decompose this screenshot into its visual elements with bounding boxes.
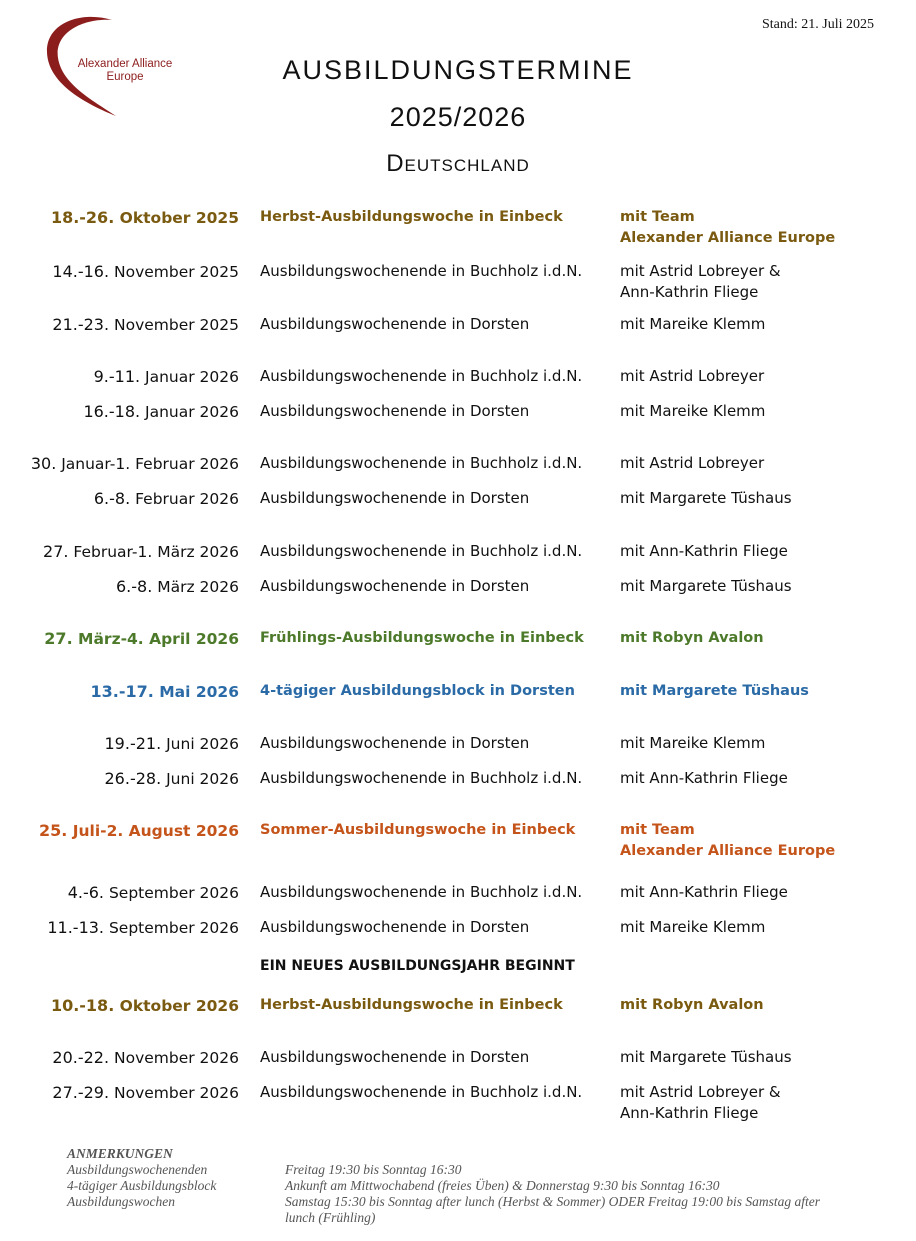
row-event: Ausbildungswochenende in Buchholz i.d.N. xyxy=(260,542,583,560)
row-trainer: mit Ann-Kathrin Fliege xyxy=(620,769,788,787)
row-date: 14.-16. November 2025 xyxy=(52,262,239,281)
row-date: 26.-28. Juni 2026 xyxy=(104,769,239,788)
row-event: Sommer-Ausbildungswoche in Einbeck xyxy=(260,822,576,838)
row-event: Ausbildungswochenende in Dorsten xyxy=(260,577,530,595)
row-trainer: mit Robyn Avalon xyxy=(620,630,764,646)
note-item xyxy=(67,1162,462,1178)
row-date: 18.-26. Oktober 2025 xyxy=(50,208,239,227)
row-event: Ausbildungswochenende in Dorsten xyxy=(260,489,530,507)
row-date: 30. Januar-1. Februar 2026 xyxy=(30,454,239,473)
note-value: Ankunft am Mittwochabend (freies Üben) & Donnerstag 9:30 bis Sonntag 16:30 xyxy=(285,1178,720,1193)
row-event: Ausbildungswochenende in Buchholz i.d.N. xyxy=(260,1083,583,1101)
row-trainer: mit Astrid Lobreyer & Ann-Kathrin Fliege xyxy=(620,262,781,301)
row-trainer: mit Team Alexander Alliance Europe xyxy=(620,209,836,246)
row-event: Ausbildungswochenende in Buchholz i.d.N. xyxy=(260,454,583,472)
logo-line2: Europe xyxy=(106,71,144,83)
row-event: Ausbildungswochenende in Buchholz i.d.N. xyxy=(260,262,583,280)
note-label: Ausbildungswochenenden xyxy=(67,1162,208,1177)
row-date: 27. Februar-1. März 2026 xyxy=(43,542,239,561)
row-event: Ausbildungswochenende in Buchholz i.d.N. xyxy=(260,367,583,385)
page-subtitle: Deutschland xyxy=(386,150,530,177)
page-title: AUSBILDUNGSTERMINE xyxy=(282,55,634,85)
row-date: 4.-6. September 2026 xyxy=(67,883,239,902)
new-year-divider: EIN NEUES AUSBILDUNGSJAHR BEGINNT xyxy=(260,958,575,974)
row-trainer: mit Astrid Lobreyer xyxy=(620,367,765,385)
row-date: 20.-22. November 2026 xyxy=(52,1048,239,1067)
row-trainer: mit Team Alexander Alliance Europe xyxy=(620,822,836,859)
row-date: 10.-18. Oktober 2026 xyxy=(50,996,239,1015)
note-label: 4-tägiger Ausbildungsblock xyxy=(67,1178,217,1193)
row-event: Ausbildungswochenende in Dorsten xyxy=(260,315,530,333)
row-trainer: mit Mareike Klemm xyxy=(620,918,766,936)
row-date: 25. Juli-2. August 2026 xyxy=(38,821,239,840)
row-trainer: mit Margarete Tüshaus xyxy=(620,1048,792,1066)
row-trainer: mit Mareike Klemm xyxy=(620,315,766,333)
row-trainer: mit Mareike Klemm xyxy=(620,734,766,752)
note-item xyxy=(67,1194,820,1226)
row-event: Ausbildungswochenende in Dorsten xyxy=(260,402,530,420)
row-event: Herbst-Ausbildungswoche in Einbeck xyxy=(260,997,563,1013)
row-date: 9.-11. Januar 2026 xyxy=(93,367,239,386)
row-date: 27.-29. November 2026 xyxy=(52,1083,239,1102)
row-trainer: mit Ann-Kathrin Fliege xyxy=(620,883,788,901)
row-date: 6.-8. Februar 2026 xyxy=(93,489,239,508)
row-date: 27. März-4. April 2026 xyxy=(44,629,239,648)
row-event: Ausbildungswochenende in Dorsten xyxy=(260,918,530,936)
row-event: 4-tägiger Ausbildungsblock in Dorsten xyxy=(260,683,575,699)
row-event: Herbst-Ausbildungswoche in Einbeck xyxy=(260,209,563,225)
row-trainer: mit Margarete Tüshaus xyxy=(620,577,792,595)
row-event: Ausbildungswochenende in Buchholz i.d.N. xyxy=(260,769,583,787)
note-item xyxy=(67,1178,720,1194)
note-value: Samstag 15:30 bis Sonntag after lunch (Herbst & Sommer) ODER Freitag 19:00 bis Samstag after lunch (Frühling) xyxy=(285,1194,820,1225)
row-date: 13.-17. Mai 2026 xyxy=(90,682,239,701)
row-event: Ausbildungswochenende in Buchholz i.d.N. xyxy=(260,883,583,901)
page-title-year: 2025/2026 xyxy=(389,102,527,132)
row-trainer: mit Mareike Klemm xyxy=(620,402,766,420)
logo-line1: Alexander Alliance xyxy=(77,58,173,70)
row-trainer: mit Astrid Lobreyer xyxy=(620,454,765,472)
row-date: 11.-13. September 2026 xyxy=(47,918,239,937)
row-event: Ausbildungswochenende in Dorsten xyxy=(260,1048,530,1066)
row-trainer: mit Margarete Tüshaus xyxy=(620,489,792,507)
row-trainer: mit Ann-Kathrin Fliege xyxy=(620,542,788,560)
row-date: 19.-21. Juni 2026 xyxy=(104,734,239,753)
notes xyxy=(67,1146,820,1226)
note-label: Ausbildungswochen xyxy=(67,1194,175,1209)
notes-heading: ANMERKUNGEN xyxy=(67,1146,173,1161)
row-event: Frühlings-Ausbildungswoche in Einbeck xyxy=(260,630,584,646)
row-date: 21.-23. November 2025 xyxy=(52,315,239,334)
row-trainer: mit Robyn Avalon xyxy=(620,997,764,1013)
row-trainer: mit Astrid Lobreyer & Ann-Kathrin Fliege xyxy=(620,1083,781,1122)
row-date: 6.-8. März 2026 xyxy=(116,577,239,596)
row-trainer: mit Margarete Tüshaus xyxy=(620,683,809,699)
note-value: Freitag 19:30 bis Sonntag 16:30 xyxy=(285,1162,462,1177)
stand-date: Stand: 21. Juli 2025 xyxy=(761,17,874,32)
row-event: Ausbildungswochenende in Dorsten xyxy=(260,734,530,752)
row-date: 16.-18. Januar 2026 xyxy=(83,402,239,421)
